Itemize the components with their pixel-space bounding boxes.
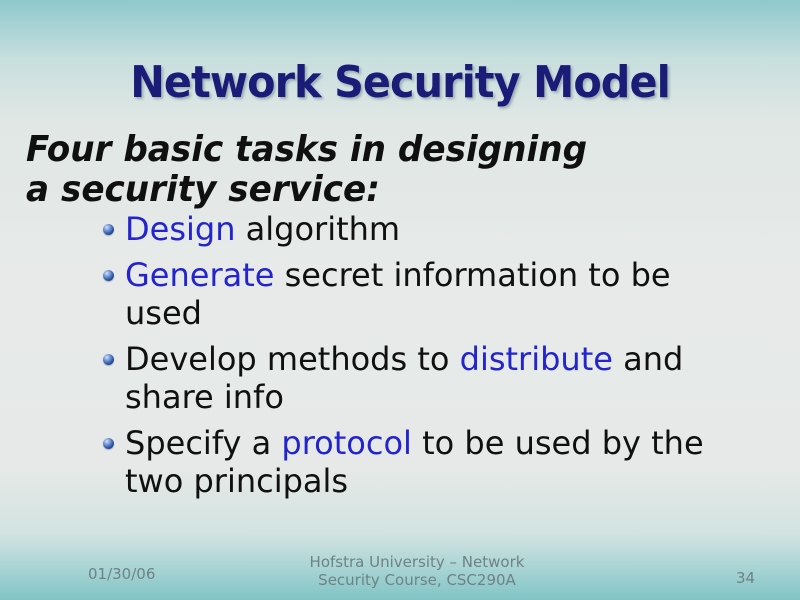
keyword-text: protocol — [281, 424, 412, 462]
slide-subheading — [26, 130, 617, 210]
keyword-text: Design — [125, 210, 236, 248]
footer-course-title — [117, 553, 717, 589]
body-text: Develop methods to — [125, 340, 460, 378]
sphere-bullet-icon — [103, 270, 114, 281]
slide-subheading-text — [26, 130, 587, 210]
body-text: secret information to be used — [125, 256, 671, 332]
sphere-bullet-icon — [103, 224, 114, 235]
bullet-list — [103, 210, 715, 508]
bullet-item-protocol — [103, 424, 715, 500]
body-text: to be used by the two principals — [125, 424, 704, 500]
body-text: and share info — [125, 340, 684, 416]
bullet-item-generate — [103, 256, 715, 332]
subheading-line-1: Four basic tasks in designing — [26, 129, 588, 170]
footer-course-line-2: Security Course, CSC290A — [318, 571, 516, 589]
bullet-text — [125, 340, 683, 416]
footer-course-line-1: Hofstra University – Network — [309, 553, 525, 571]
bullet-text — [125, 424, 704, 500]
slide-title-text: Network Security Model — [130, 57, 670, 108]
body-text: Specify a — [125, 424, 282, 462]
bullet-item-distribute — [103, 340, 715, 416]
body-text: algorithm — [235, 210, 401, 248]
subheading-line-2: a security service: — [26, 169, 380, 210]
keyword-text: distribute — [459, 340, 613, 378]
page-number: 34 — [736, 569, 756, 587]
slide-title — [0, 58, 800, 108]
footer-date: 01/30/06 — [88, 565, 156, 583]
bullet-text — [125, 210, 400, 248]
bullet-item-design — [103, 210, 715, 248]
sphere-bullet-icon — [103, 354, 114, 365]
bullet-text — [125, 256, 671, 332]
sphere-bullet-icon — [103, 438, 114, 449]
keyword-text: Generate — [125, 256, 275, 294]
